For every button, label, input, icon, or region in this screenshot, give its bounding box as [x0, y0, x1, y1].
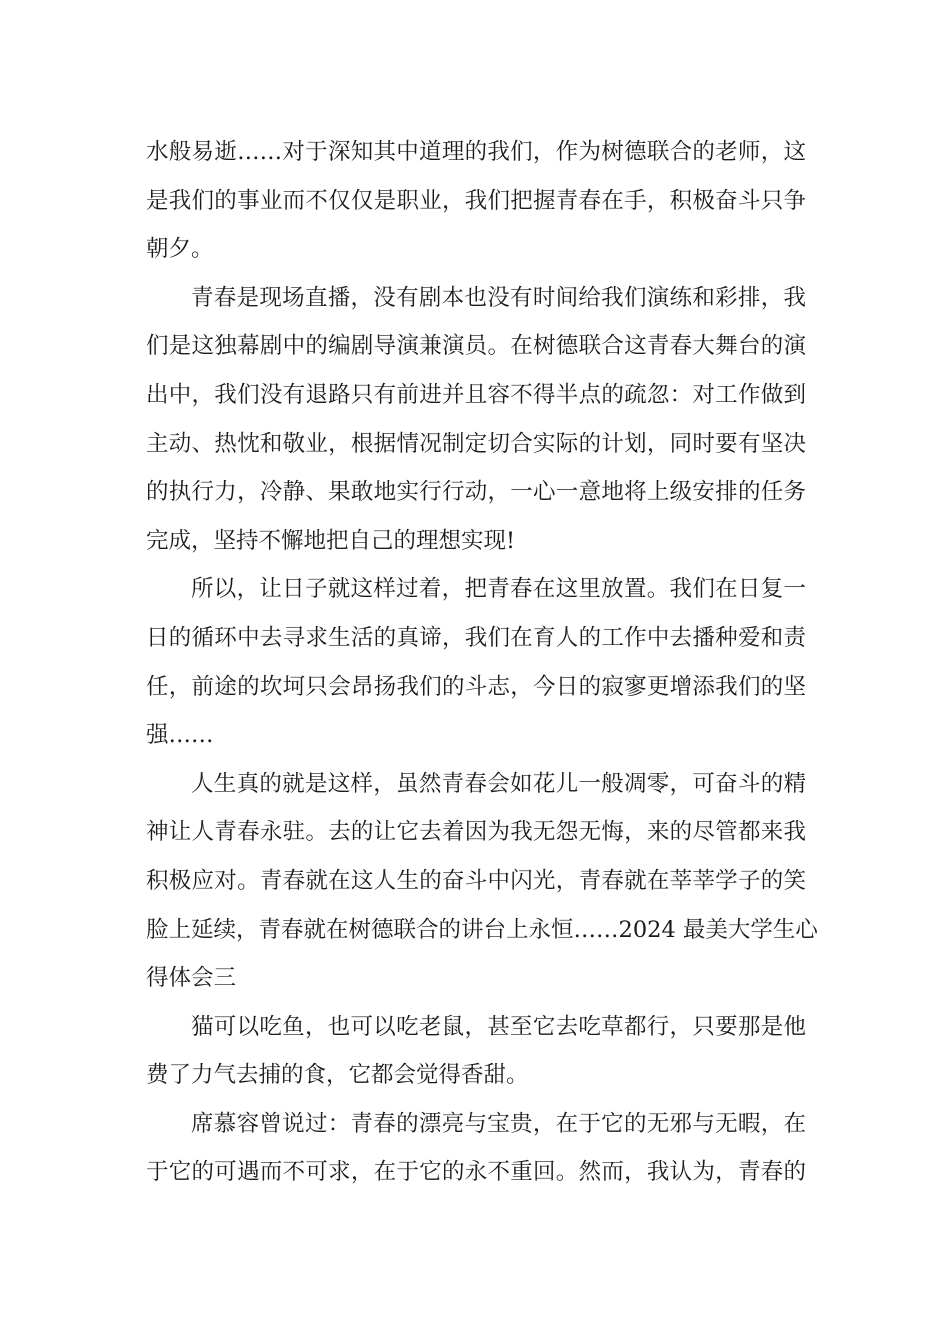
text-line: 猫可以吃鱼，也可以吃老鼠，甚至它去吃草都行，只要那是他	[191, 1013, 806, 1040]
text-line: 神让人青春永驻。去的让它去着因为我无怨无悔，来的尽管都来我	[146, 819, 806, 846]
text-line: 得体会三	[146, 965, 237, 992]
paragraph	[146, 1003, 806, 1100]
paragraph	[146, 1100, 806, 1197]
text-line: 脸上延续，青春就在树德联合的讲台上永恒……2024 最美大学生心	[146, 916, 818, 943]
paragraph	[146, 274, 806, 566]
paragraph	[146, 760, 818, 1003]
text-line: 强……	[146, 722, 214, 749]
text-line: 朝夕。	[146, 236, 214, 263]
text-line: 的执行力，冷静、果敢地实行行动，一心一意地将上级安排的任务	[146, 479, 806, 506]
text-line: 费了力气去捕的食，它都会觉得香甜。	[146, 1062, 529, 1089]
body-text	[146, 128, 818, 1197]
text-line: 所以，让日子就这样过着，把青春在这里放置。我们在日复一	[191, 576, 806, 603]
paragraph	[146, 565, 806, 759]
text-line: 人生真的就是这样，虽然青春会如花儿一般凋零，可奋斗的精	[191, 770, 806, 797]
paragraph	[146, 128, 806, 274]
text-line: 完成，坚持不懈地把自己的理想实现!	[146, 527, 516, 554]
text-line: 席慕容曾说过：青春的漂亮与宝贵，在于它的无邪与无暇，在	[191, 1110, 806, 1137]
text-line: 出中，我们没有退路只有前进并且容不得半点的疏忽：对工作做到	[146, 381, 806, 408]
text-line: 是我们的事业而不仅仅是职业，我们把握青春在手，积极奋斗只争	[146, 187, 806, 214]
text-line: 日的循环中去寻求生活的真谛，我们在育人的工作中去播种爱和责	[146, 624, 806, 651]
text-line: 水般易逝……对于深知其中道理的我们，作为树德联合的老师，这	[146, 139, 806, 165]
text-line: 青春是现场直播，没有剧本也没有时间给我们演练和彩排，我	[191, 284, 806, 311]
text-line: 于它的可遇而不可求，在于它的永不重回。然而，我认为，青春的	[146, 1159, 806, 1186]
text-line: 们是这独幕剧中的编剧导演兼演员。在树德联合这青春大舞台的演	[146, 333, 806, 360]
text-line: 主动、热忱和敬业，根据情况制定切合实际的计划，同时要有坚决	[146, 430, 806, 457]
text-line: 积极应对。青春就在这人生的奋斗中闪光，青春就在莘莘学子的笑	[146, 867, 806, 894]
text-line: 任，前途的坎坷只会昂扬我们的斗志，今日的寂寥更增添我们的坚	[146, 673, 806, 700]
